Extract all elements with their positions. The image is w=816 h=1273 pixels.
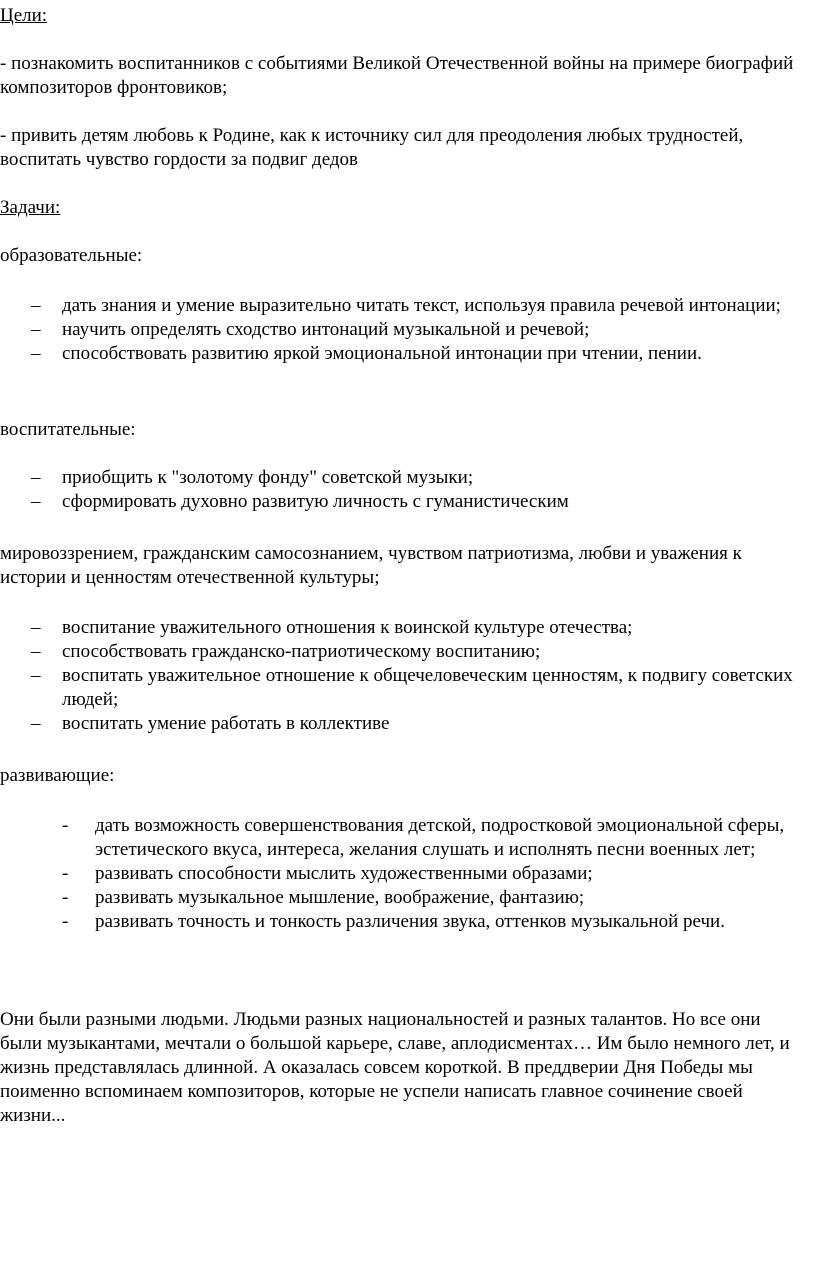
list-marker: - <box>62 911 69 932</box>
developing-label: развивающие: <box>0 765 115 786</box>
list-marker: - <box>62 815 69 836</box>
list-marker: – <box>31 665 41 686</box>
list-marker: – <box>31 641 41 662</box>
educational-list <box>0 294 806 366</box>
intro-paragraph: Они были разными людьми. Людьми разных национальностей и разных талантов. Но все они были музыкантами, мечтали о большой карьере, славе, аплодисментах… Им было немного лет, и жизнь представлялась длинной. А оказалась совсем короткой. В преддверии Дня Победы мы поименно вспоминаем композиторов, которые не успели написать главное сочинение своей жизни... <box>0 1009 790 1126</box>
tasks-heading: Задачи: <box>0 197 61 218</box>
upbringing-list-b <box>0 616 806 736</box>
list-marker: – <box>31 713 41 734</box>
list-item: - развивать способности мыслить художественными образами; <box>62 863 593 884</box>
list-item: – дать знания и умение выразительно читать текст, используя правила речевой интонации; <box>31 295 781 316</box>
goals-heading: Цели: <box>0 5 48 26</box>
list-item: - развивать музыкальное мышление, воображение, фантазию; <box>62 887 585 908</box>
list-item: – способствовать гражданско-патриотическому воспитанию; <box>31 641 541 662</box>
upbringing-label: воспитательные: <box>0 419 136 440</box>
list-item: – воспитать уважительное отношение к общечеловеческим ценностям, к подвигу советских людей; <box>31 665 793 710</box>
list-item: – воспитать умение работать в коллективе <box>31 713 390 734</box>
list-item: - дать возможность совершенствования детской, подростковой эмоциональной сферы, эстетического вкуса, интереса, желания слушать и исполнять песни военных лет; <box>62 815 785 860</box>
list-item: – сформировать духовно развитую личность с гуманистическим <box>31 491 569 512</box>
developing-list <box>0 814 806 934</box>
list-item: – способствовать развитию яркой эмоциональной интонации при чтении, пении. <box>31 343 702 364</box>
list-marker: - <box>62 887 69 908</box>
upbringing-continuation: мировоззрением, гражданским самосознанием, чувством патриотизма, любви и уважения к истории и ценностям отечественной культуры; <box>0 543 742 588</box>
list-marker: - <box>62 863 69 884</box>
list-item: – приобщить к "золотому фонду" советской музыки; <box>31 467 474 488</box>
upbringing-list-a <box>0 466 806 514</box>
list-marker: – <box>31 295 41 316</box>
educational-label: образовательные: <box>0 245 143 266</box>
goal-item-1: - познакомить воспитанников с событиями Великой Отечественной войны на примере биографий композиторов фронтовиков; <box>0 53 794 98</box>
list-marker: – <box>31 319 41 340</box>
goal-item-2: - привить детям любовь к Родине, как к источнику сил для преодоления любых трудностей, воспитать чувство гордости за подвиг дедов <box>0 125 744 170</box>
list-item: – научить определять сходство интонаций музыкальной и речевой; <box>31 319 590 340</box>
list-marker: – <box>31 467 41 488</box>
list-marker: – <box>31 343 41 364</box>
list-marker: – <box>31 491 41 512</box>
list-item: – воспитание уважительного отношения к воинской культуре отечества; <box>31 617 633 638</box>
list-item: - развивать точность и тонкость различения звука, оттенков музыкальной речи. <box>62 911 725 932</box>
list-marker: – <box>31 617 41 638</box>
